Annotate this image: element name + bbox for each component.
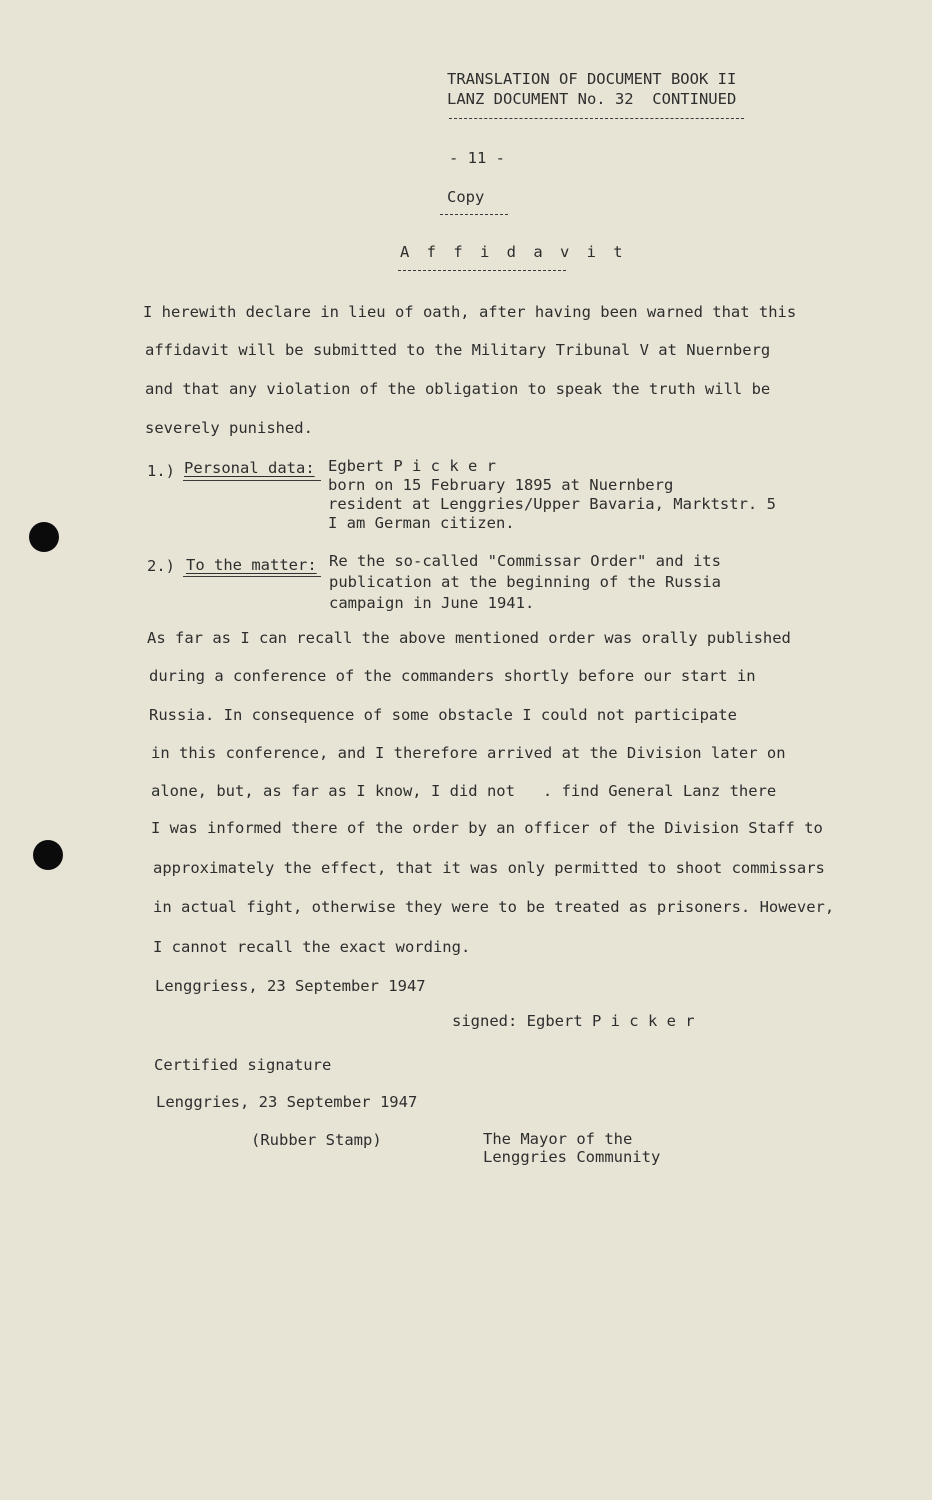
body-line-7: approximately the effect, that it was only permitted to shoot commissars [153, 859, 825, 877]
header-line-2: LANZ DOCUMENT No. 32 CONTINUED [447, 90, 737, 108]
body-line-9: I cannot recall the exact wording. [153, 938, 471, 956]
place-date: Lenggriess, 23 September 1947 [155, 977, 426, 995]
page-number: - 11 - [449, 149, 505, 167]
section-2-heading: To the matter: [186, 556, 317, 574]
section-1-number: 1.) [147, 462, 175, 480]
body-line-6: I was informed there of the order by an officer of the Division Staff to [151, 819, 823, 837]
body-line-8: in actual fight, otherwise they were to be treated as prisoners. However, [153, 898, 835, 916]
section-1-line-4: I am German citizen. [328, 514, 515, 532]
section-1-rule [183, 480, 321, 481]
title-rule [398, 270, 566, 271]
punch-hole-bottom [33, 840, 63, 870]
mayor-line-1: The Mayor of the [483, 1130, 633, 1148]
body-line-5: alone, but, as far as I know, I did not . find General Lanz there [151, 782, 777, 800]
section-2-number: 2.) [147, 557, 175, 575]
body-line-2: during a conference of the commanders shortly before our start in [149, 667, 756, 685]
header-rule [449, 118, 744, 119]
header-line-1: TRANSLATION OF DOCUMENT BOOK II [447, 70, 737, 88]
section-1-heading: Personal data: [184, 459, 315, 477]
certified-signature: Certified signature [154, 1056, 332, 1074]
intro-line-3: and that any violation of the obligation to speak the truth will be [145, 380, 771, 398]
document-title: A f f i d a v i t [400, 243, 627, 261]
mayor-line-2: Lenggries Community [483, 1148, 661, 1166]
body-line-4: in this conference, and I therefore arrived at the Division later on [151, 744, 786, 762]
section-2-line-1: Re the so-called "Commissar Order" and its [329, 552, 721, 570]
intro-line-1: I herewith declare in lieu of oath, after having been warned that this [143, 303, 797, 321]
section-2-line-2: publication at the beginning of the Russia [329, 573, 721, 591]
intro-line-2: affidavit will be submitted to the Military Tribunal V at Nuernberg [145, 341, 771, 359]
section-1-line-2: born on 15 February 1895 at Nuernberg [328, 476, 674, 494]
copy-rule [440, 214, 508, 215]
section-1-line-1: Egbert P i c k e r [328, 457, 496, 475]
body-line-1: As far as I can recall the above mentioned order was orally published [147, 629, 791, 647]
section-1-line-3: resident at Lenggries/Upper Bavaria, Marktstr. 5 [328, 495, 776, 513]
intro-line-4: severely punished. [145, 419, 313, 437]
rubber-stamp-note: (Rubber Stamp) [251, 1131, 382, 1149]
section-2-line-3: campaign in June 1941. [329, 594, 535, 612]
signed-line: signed: Egbert P i c k e r [452, 1012, 695, 1030]
body-line-3: Russia. In consequence of some obstacle I could not participate [149, 706, 737, 724]
punch-hole-top [29, 522, 59, 552]
copy-label: Copy [447, 188, 485, 206]
certification-place-date: Lenggries, 23 September 1947 [156, 1093, 418, 1111]
section-2-rule [183, 576, 321, 577]
